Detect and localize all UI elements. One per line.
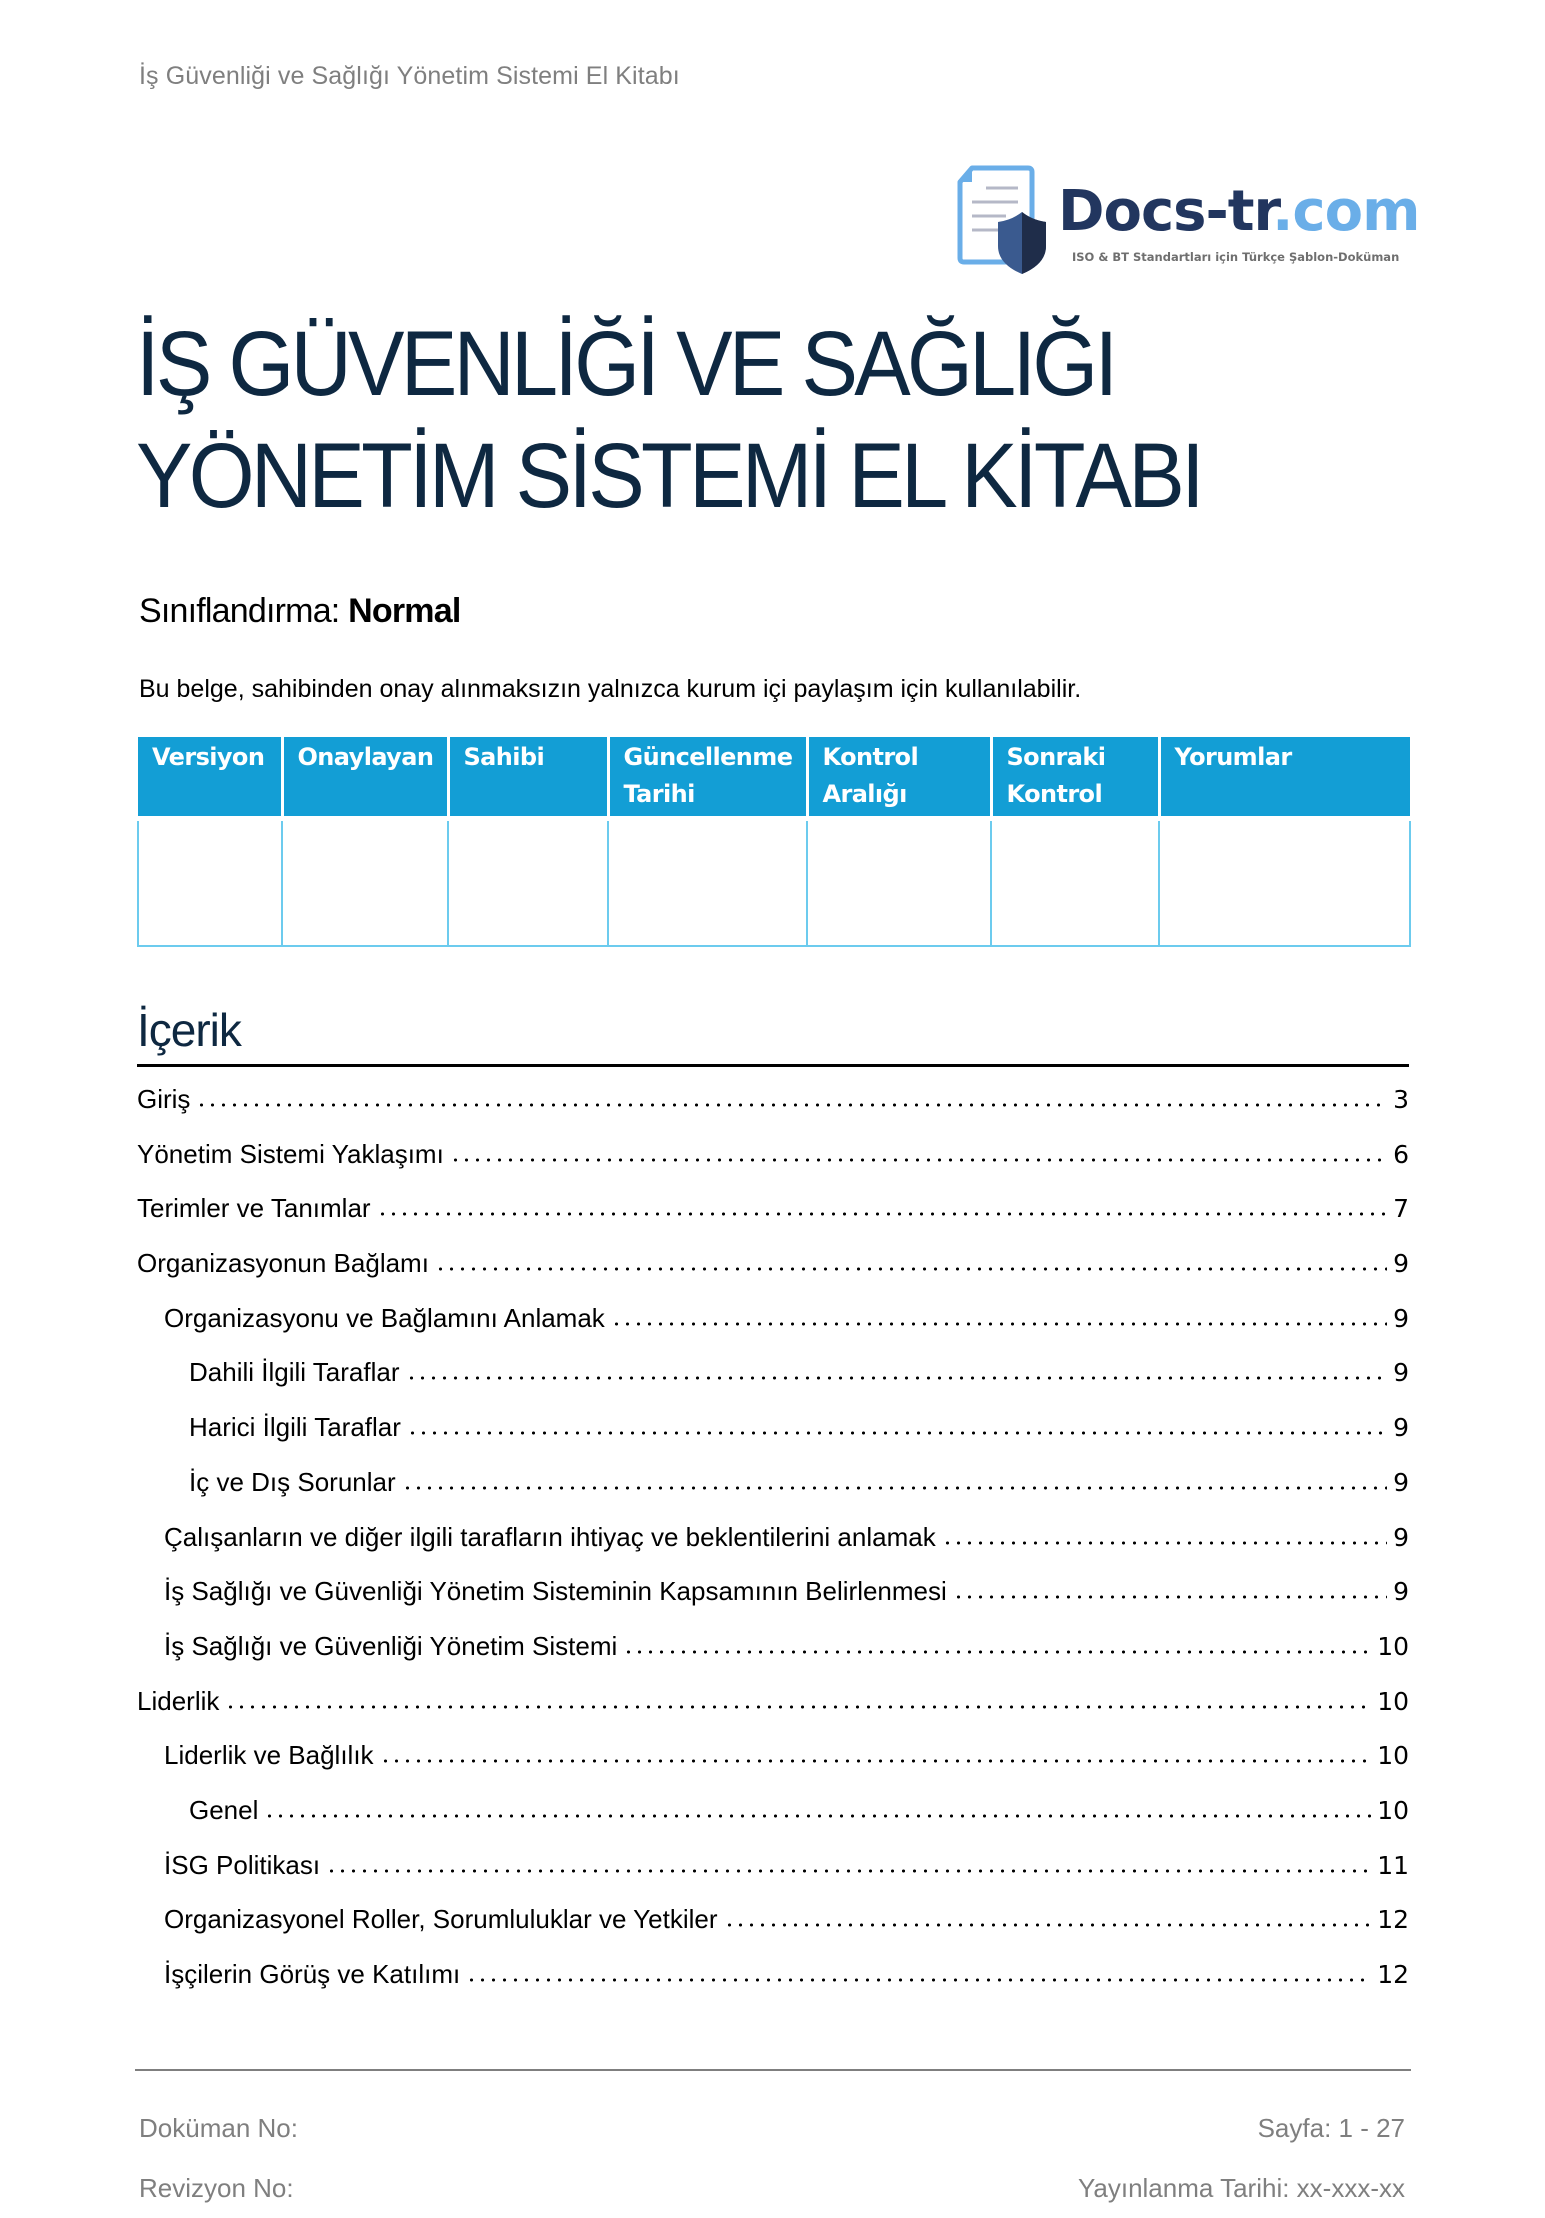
toc-entry-label: İş Sağlığı ve Güvenliği Yönetim Sistemi — [164, 1630, 618, 1661]
toc-entry-label: Dahili İlgili Taraflar — [189, 1357, 400, 1388]
toc-entry-page: 7 — [1393, 1194, 1409, 1224]
toc-entry[interactable] — [137, 1674, 1409, 1729]
toc-dot-leader — [942, 1521, 1387, 1551]
toc-entry-page: 3 — [1393, 1085, 1409, 1114]
toc-entry-page: 11 — [1377, 1850, 1409, 1880]
toc-entry[interactable] — [137, 1838, 1409, 1893]
toc-entry-page: 9 — [1393, 1467, 1409, 1497]
toc-dot-leader — [196, 1083, 1387, 1113]
toc-entry-label: Harici İlgili Taraflar — [189, 1412, 401, 1443]
toc-entry-label: İş Sağlığı ve Güvenliği Yönetim Sisteminin Kapsamının Belirlenmesi — [164, 1576, 947, 1607]
cell-comments[interactable] — [1159, 819, 1410, 947]
revision-table-header — [138, 737, 1410, 819]
toc-entry[interactable] — [137, 1892, 1409, 1947]
cell-update-date[interactable] — [608, 819, 807, 947]
cell-version[interactable] — [138, 819, 282, 947]
toc-dot-leader — [402, 1466, 1387, 1496]
toc-heading: İçerik — [137, 1004, 241, 1056]
footer-divider — [135, 2069, 1411, 2071]
document-shield-icon — [950, 160, 1050, 280]
toc-entry-page: 9 — [1393, 1303, 1409, 1333]
toc-entry-page: 10 — [1377, 1741, 1409, 1771]
toc-dot-leader — [450, 1138, 1387, 1168]
logo-tagline: ISO & BT Standartları için Türkçe Şablon-Doküman — [1072, 250, 1400, 264]
toc-entry-label: Terimler ve Tanımlar — [137, 1193, 371, 1224]
toc-entry-page: 12 — [1377, 1960, 1409, 1989]
toc-dot-leader — [264, 1794, 1371, 1824]
docs-tr-logo — [950, 160, 1420, 280]
toc-dot-leader — [611, 1302, 1387, 1332]
toc-dot-leader — [326, 1849, 1371, 1879]
toc-entry-label: Çalışanların ve diğer ilgili tarafların ihtiyaç ve beklentilerini anlamak — [164, 1521, 936, 1552]
toc-entry-label: Organizasyonu ve Bağlamını Anlamak — [164, 1302, 605, 1333]
logo-wordmark — [1058, 179, 1420, 244]
toc-entry-page: 9 — [1393, 1522, 1409, 1552]
column-header-owner: Sahibi — [448, 737, 608, 819]
toc-entry[interactable] — [137, 1236, 1409, 1291]
classification-label: Sınıflandırma: — [139, 592, 340, 630]
toc-entry-page: 6 — [1393, 1139, 1409, 1169]
toc-dot-leader — [466, 1958, 1371, 1988]
column-header-next-review: Sonraki Kontrol — [991, 737, 1159, 819]
cell-approver[interactable] — [282, 819, 448, 947]
toc-entry[interactable] — [137, 1127, 1409, 1182]
toc-entry-page: 9 — [1393, 1413, 1409, 1443]
toc-entry-page: 9 — [1393, 1249, 1409, 1279]
toc-entry-page: 9 — [1393, 1358, 1409, 1388]
toc-entry-label: İşçilerin Görüş ve Katılımı — [164, 1959, 461, 1989]
classification-value: Normal — [348, 592, 461, 630]
toc-entry-label: İSG Politikası — [164, 1849, 321, 1880]
toc-entry[interactable] — [137, 1783, 1409, 1838]
toc-dot-leader — [623, 1630, 1371, 1660]
table-row — [138, 819, 1410, 947]
toc-entry[interactable] — [137, 1728, 1409, 1783]
toc-entry-label: Liderlik ve Bağlılık — [164, 1740, 374, 1771]
toc-entry-page: 9 — [1393, 1577, 1409, 1607]
sharing-notice: Bu belge, sahibinden onay alınmaksızın yalnızca kurum içi paylaşım için kullanılabilir. — [139, 675, 1082, 703]
toc-dot-leader — [724, 1903, 1372, 1933]
column-header-comments: Yorumlar — [1159, 737, 1410, 819]
toc-dot-leader — [380, 1739, 1372, 1769]
document-title-line-2: YÖNETİM SİSTEMİ EL KİTABI — [136, 425, 1201, 527]
toc-dot-leader — [406, 1356, 1388, 1386]
cell-review-interval[interactable] — [807, 819, 991, 947]
toc-dot-leader — [953, 1575, 1387, 1605]
revision-number-label: Revizyon No: — [139, 2173, 294, 2203]
logo-wordmark-light: .com — [1272, 179, 1420, 244]
footer-right — [1078, 2098, 1405, 2218]
toc-entry-label: Liderlik — [137, 1685, 220, 1716]
document-number-label: Doküman No: — [139, 2113, 298, 2143]
cell-next-review[interactable] — [991, 819, 1159, 947]
column-header-version: Versiyon — [138, 737, 282, 819]
column-header-approver: Onaylayan — [282, 737, 448, 819]
page-number: Sayfa: 1 - 27 — [1257, 2113, 1405, 2143]
toc-entry[interactable] — [137, 1400, 1409, 1455]
toc-dot-leader — [377, 1192, 1388, 1222]
toc-entry-label: Organizasyonel Roller, Sorumluluklar ve Yetkiler — [164, 1904, 718, 1935]
table-of-contents — [137, 1072, 1409, 2002]
toc-dot-leader — [435, 1247, 1387, 1277]
column-header-update-date: Güncellenme Tarihi — [608, 737, 807, 819]
toc-dot-leader — [225, 1685, 1371, 1715]
column-header-review-interval: Kontrol Aralığı — [807, 737, 991, 819]
logo-wordmark-dark: Docs-tr — [1058, 179, 1273, 244]
toc-entry-label: Yönetim Sistemi Yaklaşımı — [137, 1138, 444, 1169]
classification — [139, 592, 460, 631]
toc-divider — [137, 1064, 1409, 1067]
toc-entry[interactable] — [137, 1072, 1409, 1127]
toc-entry[interactable] — [137, 1947, 1409, 2002]
toc-entry[interactable] — [137, 1564, 1409, 1619]
document-title — [136, 308, 1314, 532]
running-header: İş Güvenliği ve Sağlığı Yönetim Sistemi El Kitabı — [139, 62, 680, 90]
toc-entry-label: Genel — [189, 1794, 259, 1825]
toc-entry[interactable] — [137, 1345, 1409, 1400]
toc-entry[interactable] — [137, 1291, 1409, 1346]
toc-entry-page: 12 — [1377, 1905, 1409, 1935]
toc-entry[interactable] — [137, 1181, 1409, 1236]
toc-entry-label: Giriş — [137, 1084, 191, 1114]
toc-entry-label: Organizasyonun Bağlamı — [137, 1248, 429, 1279]
toc-entry-page: 10 — [1377, 1686, 1409, 1716]
publish-date: Yayınlanma Tarihi: xx-xxx-xx — [1077, 2173, 1405, 2203]
toc-entry-page: 10 — [1377, 1795, 1409, 1825]
cell-owner[interactable] — [448, 819, 608, 947]
toc-entry-label: İç ve Dış Sorunlar — [189, 1466, 396, 1497]
toc-dot-leader — [407, 1411, 1387, 1441]
toc-entry[interactable] — [137, 1619, 1409, 1674]
toc-entry-page: 10 — [1377, 1631, 1409, 1661]
toc-entry[interactable] — [137, 1510, 1409, 1565]
footer-left — [139, 2098, 298, 2218]
document-title-line-1: İŞ GÜVENLİĞİ VE SAĞLIĞI — [136, 313, 1115, 415]
toc-entry[interactable] — [137, 1455, 1409, 1510]
revision-table — [137, 737, 1411, 947]
